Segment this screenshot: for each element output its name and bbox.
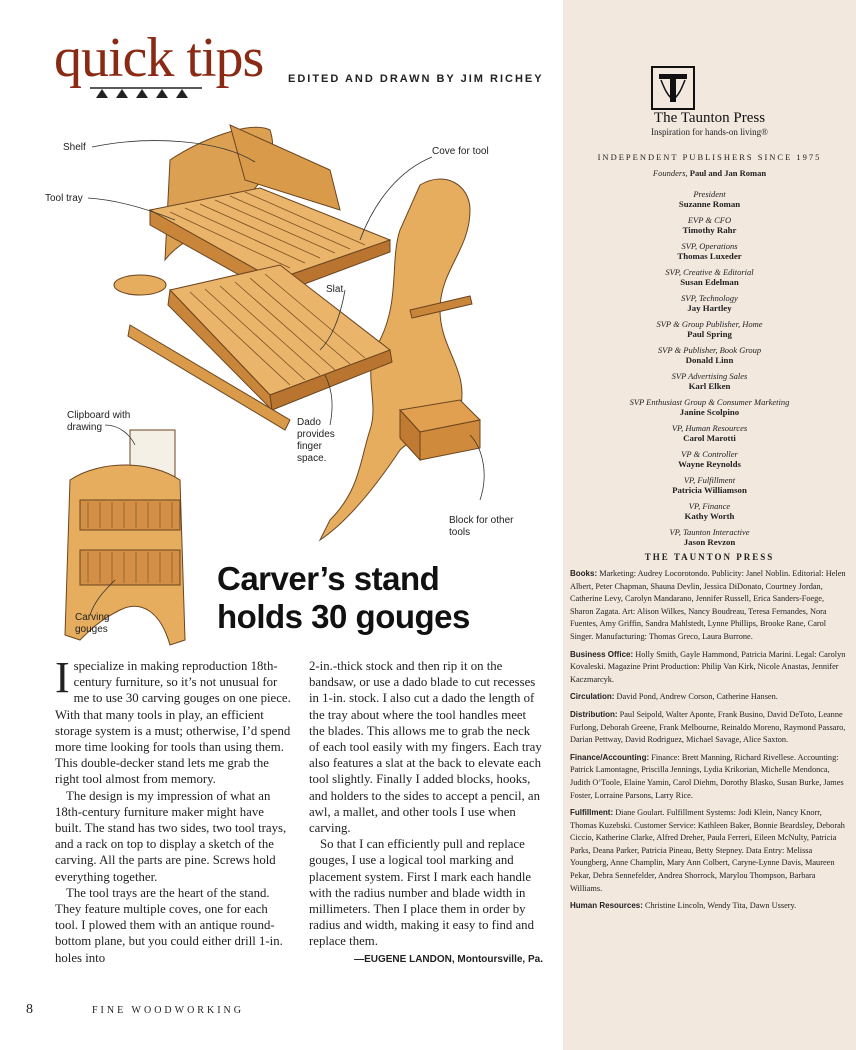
officer-entry — [563, 345, 856, 365]
officer-entry — [563, 267, 856, 287]
paragraph: So that I can efficiently pull and replace gouges, I use a logical tool marking and placement system. First I mark each handle with the radius number and blade width in millimeters. Then I place them in order by radius and width, making it easy to find and replace them. — [309, 837, 534, 949]
officer-entry — [563, 241, 856, 261]
staff-department — [570, 900, 848, 913]
paragraph: The design is my impression of what an 18th-century furniture maker might have built. The stand has two sides, two tool trays, and a rack on top to display a sketch of the carving. All the parts are pine. Screws hold everything together. — [55, 788, 287, 884]
officer-name: Wayne Reynolds — [678, 459, 741, 469]
staff-list — [570, 568, 848, 918]
staff-department — [570, 649, 848, 687]
callout-dado — [297, 417, 335, 465]
magazine-name: FINE WOODWORKING — [92, 1005, 244, 1016]
department-label: Fulfillment: — [570, 808, 614, 818]
officer-name: Donald Linn — [685, 355, 734, 365]
officer-entry — [563, 397, 856, 417]
staff-department — [570, 691, 848, 704]
callout-carving: Carving gouges — [75, 612, 110, 635]
department-label: Distribution: — [570, 709, 618, 719]
article-byline: —EUGENE LANDON, Montoursville, Pa. — [354, 953, 543, 965]
officer-name: Suzanne Roman — [678, 199, 741, 209]
headline-line-2: holds 30 gouges — [217, 598, 470, 635]
officer-name: Jason Revzon — [683, 537, 736, 547]
staff-department — [570, 568, 848, 644]
officer-entry — [563, 371, 856, 391]
department-staff: Holly Smith, Gayle Hammond, Patricia Marini. Legal: Carolyn Kovaleski. Magazine Print Production: Philip Van Kirk, Nicole Anastas, Jennifer Kaczmarcyk. — [570, 649, 846, 684]
officer-title: VP, Taunton Interactive — [669, 527, 750, 537]
officer-title: VP, Fulfillment — [683, 475, 736, 485]
officer-entry — [563, 189, 856, 209]
staff-department — [570, 807, 848, 895]
officer-title: SVP Enthusiast Group & Consumer Marketing — [629, 397, 790, 407]
staff-heading: THE TAUNTON PRESS — [644, 552, 775, 562]
paragraph-text: specialize in making reproduction 18th-century furniture, so it’s not unusual for me to use 30 carving gouges on one piece. With that many tools in play, an efficient storage system is a must; otherwise, I’d spend more time looking for tools than using them. This double-decker stand lets me grab the right tool almost from memory. — [55, 659, 291, 787]
department-staff: Finance: Brett Manning, Richard Rivellese. Accounting: Patrick Lamontagne, Priscilla Jennings, Lydia Krikorian, Michelle Mendonca, Judith O’Toole, Elaine Yamin, Carol Diehm, Dorothy Blasko, Susan Burke, James Foster, Lorraine Parsons, Larry Rice. — [570, 752, 844, 800]
officer-title: VP & Controller — [681, 449, 738, 459]
department-label: Finance/Accounting: — [570, 752, 650, 762]
officer-title: VP, Human Resources — [671, 423, 748, 433]
officer-entry — [563, 423, 856, 443]
callout-tool-tray: Tool tray — [45, 193, 83, 204]
article-headline — [217, 560, 537, 636]
paragraph — [55, 653, 292, 788]
callout-dado-line: Dado — [297, 417, 321, 428]
officer-title: SVP & Publisher, Book Group — [657, 345, 762, 355]
paragraph: The tool trays are the heart of the stand. They feature multiple coves, one for each tool. I plowed them with an antique round-bottom plane, but you could either drill 1-in. holes into — [55, 885, 283, 965]
department-label: Books: — [570, 569, 598, 578]
officer-entry — [563, 319, 856, 339]
department-title: quick tips — [54, 27, 264, 89]
officer-name: Thomas Luxeder — [677, 251, 742, 261]
officer-name: Patricia Williamson — [672, 485, 747, 495]
officer-title: President — [693, 189, 726, 199]
staff-department — [570, 752, 848, 802]
officers-list — [563, 189, 856, 553]
officer-entry — [563, 527, 856, 547]
officer-entry — [563, 215, 856, 235]
department-staff: Christine Lincoln, Wendy Tita, Dawn Ussery. — [645, 901, 797, 911]
officer-title: VP, Finance — [688, 501, 731, 511]
officer-name: Paul Spring — [687, 329, 732, 339]
department-label: Business Office: — [570, 649, 634, 659]
press-name: The Taunton Press — [653, 110, 766, 126]
editor-credit: EDITED AND DRAWN BY JIM RICHEY — [288, 73, 544, 85]
officer-entry — [563, 501, 856, 521]
callout-dado-line: finger — [297, 441, 323, 452]
officer-name: Jay Hartley — [687, 303, 732, 313]
founders-names: Paul and Jan Roman — [689, 168, 767, 178]
officer-name: Karl Elken — [688, 381, 731, 391]
callout-cove: Cove for tool — [432, 146, 489, 157]
independent-publishers: INDEPENDENT PUBLISHERS SINCE 1975 — [597, 152, 822, 162]
officer-title: SVP, Creative & Editorial — [665, 267, 754, 277]
department-staff: Marketing: Audrey Locorotondo. Publicity: Janel Noblin. Editorial: Helen Albert, Peter Chapman, Shauna Devlin, Jessica DiDonato, Courtney Jordan, Catherine Levy, Carolyn Mandarano, Jennifer Russell, Erica Sanders-Foege, Sharon Zagata. Art: Alison Wilkes, Nancy Boudreau, Teresa Fernandes, Nora Fuentes, Amy Griffin, Sandra Mahlstedt, Lynne Phillips, Brooke Rane, Carol Singer. Manufacturing: Thomas Greco, Laura Burrone. — [570, 569, 846, 641]
officer-title: EVP & CFO — [687, 215, 732, 225]
department-staff: Paul Seipold, Walter Aponte, Frank Busino, David DeToto, Leanne Furlong, Deborah Greene, Frank Melbourne, Reinaldo Moreno, Raymond Passaro, Darian Pettway, David Rodriguez, Michael Savage, Alice Saxton. — [570, 709, 846, 745]
officer-name: Janine Scolpino — [679, 407, 740, 417]
officer-title: SVP, Technology — [681, 293, 738, 303]
officer-name: Carol Marotti — [683, 433, 736, 443]
article-column-2 — [309, 658, 543, 968]
taunton-t-logo-icon — [651, 66, 695, 110]
officer-entry — [563, 449, 856, 469]
article-column-1 — [55, 653, 292, 966]
founders-label: Founders, — [652, 168, 688, 178]
paragraph: 2-in.-thick stock and then rip it on the bandsaw, or use a dado blade to cut recesses in 1-in. stock. I also cut a dado the length of the tray about where the tool handles meet the blades. This allows me to grab the neck of each tool easily with my fingers. Each tray also features a slat at the back to elevate each tool slightly. Finally I added blocks, hooks, and holders to the sides to accept a pencil, an awl, a mallet, and other tools I use when carving. — [309, 659, 542, 836]
callout-dado-line: space. — [297, 453, 327, 464]
page-number: 8 — [26, 1002, 33, 1017]
officer-title: SVP, Operations — [681, 241, 738, 251]
officer-name: Timothy Rahr — [682, 225, 737, 235]
officer-entry — [563, 475, 856, 495]
department-staff: David Pond, Andrew Corson, Catherine Hansen. — [616, 692, 778, 702]
officer-title: SVP Advertising Sales — [671, 371, 748, 381]
officer-name: Susan Edelman — [680, 277, 739, 287]
title-ornament-icon — [90, 86, 202, 100]
callout-shelf: Shelf — [63, 142, 86, 153]
officer-entry — [563, 293, 856, 313]
callout-dado-line: provides — [297, 429, 335, 440]
department-staff: Diane Goulart. Fulfillment Systems: Jodi Klein, Nancy Knorr, Thomas Kuzebski. Customer Service: Kathleen Baker, Bonnie Beardsley, Deborah Ciccio, Katherine Clarke, Alfred Dreher, Paula Ferreri, Eileen McNulty, Patricia Parks, Deana Parker, Patricia Pineau, Betty Stepney. Data Entry: Melissa Youngberg, Anne Champlin, Mary Ann Colbert, Caryne-Lynne Davis, Maureen Pekar, Debra Sennefelder, Andrea Shorrock, Marylou Thompson, Barbara Williams. — [570, 808, 845, 893]
department-label: Circulation: — [570, 692, 615, 702]
founders — [563, 168, 856, 178]
staff-department — [570, 709, 848, 747]
callout-slat: Slat — [326, 284, 344, 295]
headline-line-1: Carver’s stand — [217, 560, 440, 597]
officer-title: SVP & Group Publisher, Home — [656, 319, 763, 329]
department-label: Human Resources: — [570, 901, 643, 911]
callout-clipboard: Clipboard with drawing — [67, 410, 131, 433]
press-tagline: Inspiration for hands-on living® — [650, 127, 769, 137]
callout-block: Block for other tools — [449, 515, 514, 538]
drop-cap: I — [55, 653, 70, 702]
officer-name: Kathy Worth — [684, 511, 735, 521]
